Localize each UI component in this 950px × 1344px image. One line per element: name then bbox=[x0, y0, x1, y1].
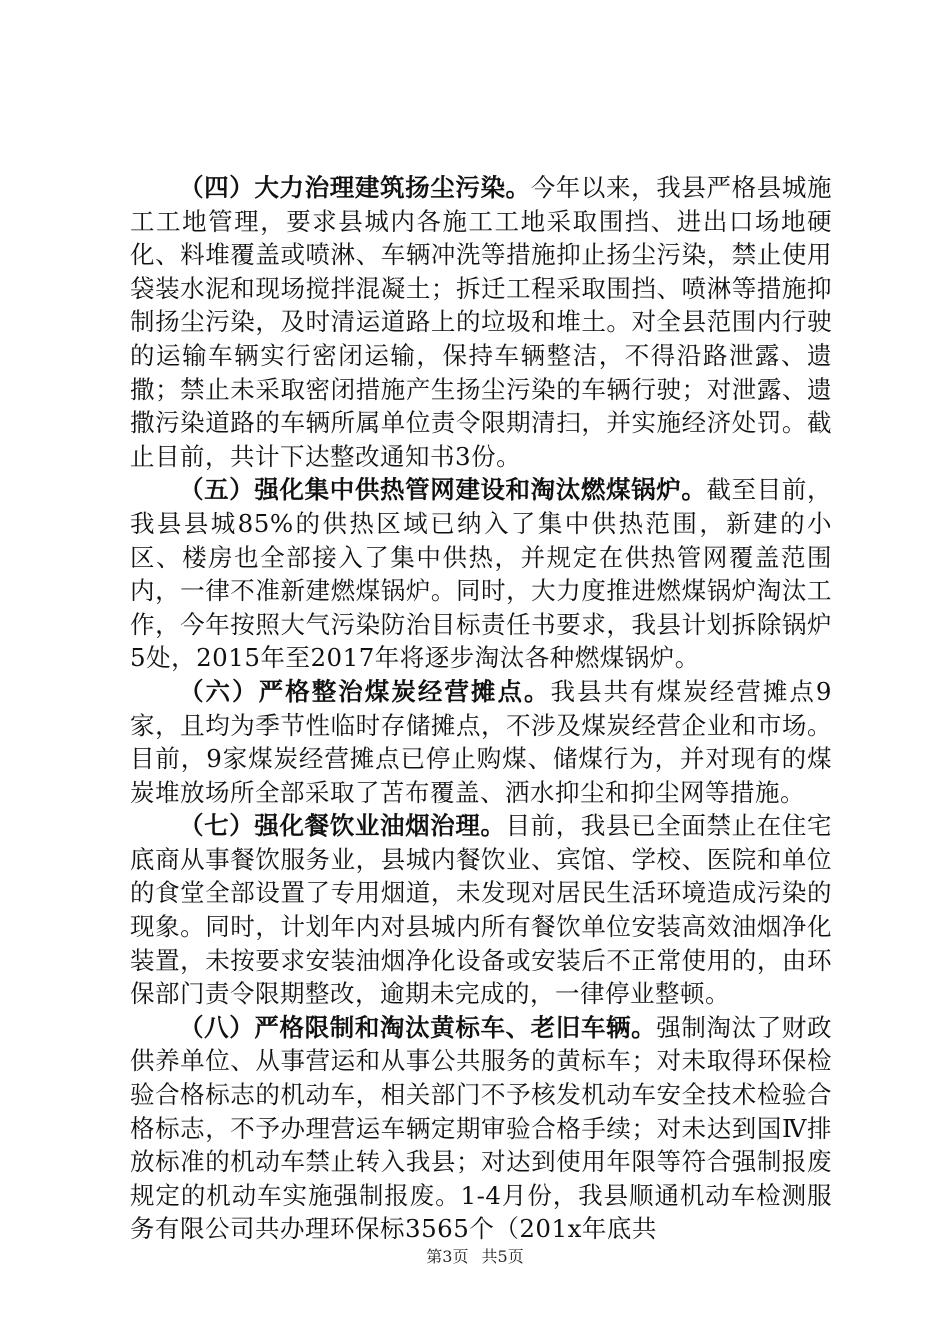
paragraph-text: 今年以来，我县严格县城施工工地管理，要求县城内各施工工地采取围挡、进出口场地硬化、料堆覆盖或喷淋、车辆冲洗等措施抑止扬尘污染，禁止使用袋装水泥和现场搅拌混凝土；拆迁工程采取围挡、喷淋等措施抑制扬尘污染，及时清运道路上的垃圾和堆土。对全县范围内行驶的运输车辆实行密闭运输，保持车辆整洁，不得沿路泄露、遗撒；禁止未采取密闭措施产生扬尘污染的车辆行驶；对泄露、遗撒污染道路的车辆所属单位责令限期清扫，并实施经济处罚。截止目前，共计下达整改通知书3份。 bbox=[130, 173, 833, 471]
paragraph-text: 截至目前，我县县城85%的供热区域已纳入了集中供热范围，新建的小区、楼房也全部接入了集中供热，并规定在供热管网覆盖范围内，一律不准新建燃煤锅炉。同时，大力度推进燃煤锅炉淘汰工作，今年按照大气污染防治目标责任书要求，我县计划拆除锅炉5处，2015年至2017年将逐步淘汰各种燃煤锅炉。 bbox=[130, 475, 833, 673]
paragraph-heading: （四）大力治理建筑扬尘污染。 bbox=[179, 173, 531, 202]
paragraph-4 bbox=[130, 171, 832, 473]
paragraph-text: 目前，我县已全面禁止在住宅底商从事餐饮服务业，县城内餐饮业、宾馆、学校、医院和单位的食堂全部设置了专用烟道，未发现对居民生活环境造成污染的现象。同时，计划年内对县城内所有餐饮单位安装高效油烟净化装置，未按要求安装油烟净化设备或安装后不正常使用的，由环保部门责令限期整改，逾期未完成的，一律停业整顿。 bbox=[130, 811, 833, 1009]
paragraph-6 bbox=[130, 675, 832, 809]
paragraph-text: 我县共有煤炭经营摊点9家，且均为季节性临时存储摊点，不涉及煤炭经营企业和市场。目前，9家煤炭经营摊点已停止购煤、储煤行为，并对现有的煤炭堆放场所全部采取了苫布覆盖、洒水抑尘和抑尘网等措施。 bbox=[130, 676, 832, 807]
paragraph-heading: （六）严格整治煤炭经营摊点。 bbox=[179, 676, 551, 706]
paragraph-7 bbox=[130, 809, 832, 1011]
paragraph-heading: （七）强化餐饮业油烟治理。 bbox=[179, 811, 506, 841]
paragraph-heading: （八）严格限制和淘汰黄标车、老旧车辆。 bbox=[179, 1012, 657, 1042]
paragraph-8 bbox=[130, 1011, 832, 1246]
paragraph-heading: （五）强化集中供热管网建设和淘汰燃煤锅炉。 bbox=[179, 475, 707, 505]
paragraph-5 bbox=[130, 473, 832, 675]
page-total: 共5页 bbox=[481, 1247, 524, 1266]
document-body bbox=[130, 171, 832, 1246]
page-number: 第3页 bbox=[426, 1247, 469, 1266]
page-footer bbox=[0, 1244, 950, 1267]
paragraph-text: 强制淘汰了财政供养单位、从事营运和从事公共服务的黄标车；对未取得环保检验合格标志的机动车，相关部门不予核发机动车安全技术检验合格标志，不予办理营运车辆定期审验合格手续；对未达到国Ⅳ排放标准的机动车禁止转入我县；对达到使用年限等符合强制报废规定的机动车实施强制报废。1-4月份，我县顺通机动车检测服务有限公司共办理环保标3565个（201x年底共 bbox=[130, 1012, 833, 1244]
